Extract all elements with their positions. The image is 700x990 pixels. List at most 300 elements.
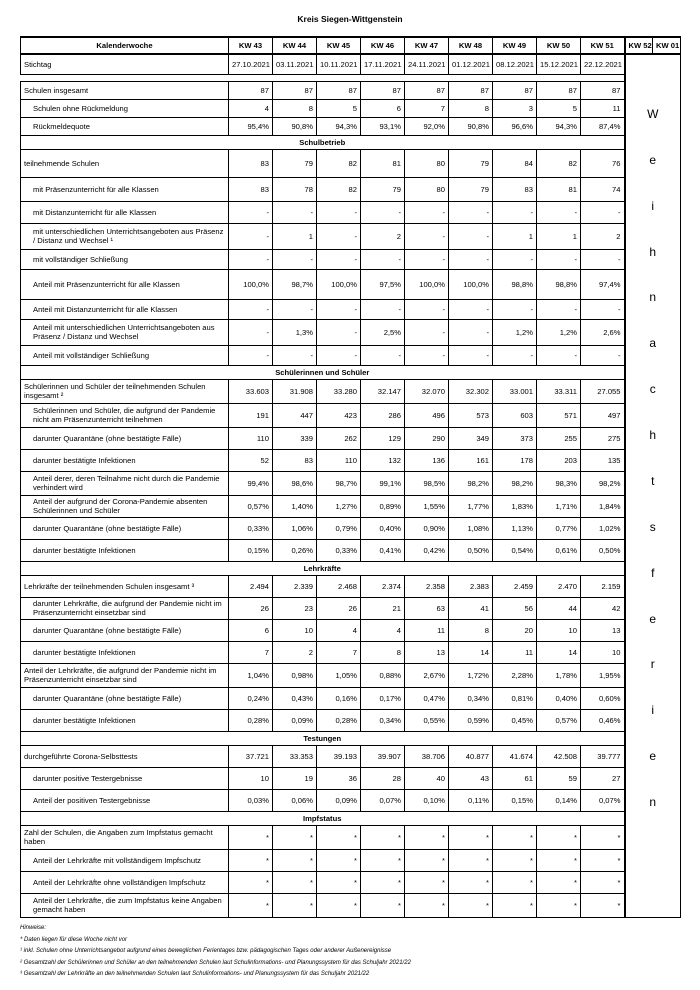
value-cell: 41.674	[493, 745, 537, 767]
value-cell: 84	[493, 149, 537, 177]
value-cell: 90,8%	[273, 117, 317, 135]
value-cell: -	[449, 319, 493, 345]
value-cell: 1	[273, 223, 317, 249]
value-cell: -	[317, 201, 361, 223]
table-row	[21, 299, 681, 319]
value-cell: 0,57%	[537, 709, 581, 731]
value-cell: 14	[449, 641, 493, 663]
value-cell: *	[317, 871, 361, 893]
value-cell: -	[317, 345, 361, 365]
value-cell: 26	[317, 597, 361, 619]
value-cell: *	[273, 825, 317, 849]
row-label: mit unterschiedlichen Unterrichtsangeboten aus Präsenz / Distanz und Wechsel ¹	[21, 223, 229, 249]
holiday-letter: W	[647, 106, 659, 121]
value-cell: 8	[361, 641, 405, 663]
value-cell: *	[273, 849, 317, 871]
value-cell: -	[405, 223, 449, 249]
value-cell: 32.070	[405, 379, 449, 403]
value-cell: 2.494	[229, 575, 273, 597]
value-cell: 7	[229, 641, 273, 663]
value-cell: 98,2%	[449, 471, 493, 495]
value-cell: *	[449, 849, 493, 871]
table-row	[21, 575, 681, 597]
value-cell: 95,4%	[229, 117, 273, 135]
value-cell: -	[449, 345, 493, 365]
value-cell: 423	[317, 403, 361, 427]
value-cell: 8	[273, 99, 317, 117]
value-cell: 83	[493, 177, 537, 201]
value-cell: -	[229, 299, 273, 319]
table-row	[21, 471, 681, 495]
table-row	[21, 81, 681, 99]
value-cell: 99,1%	[361, 471, 405, 495]
value-cell: 1,13%	[493, 517, 537, 539]
value-cell: -	[229, 249, 273, 269]
value-cell: 31.908	[273, 379, 317, 403]
row-label: darunter Quarantäne (ohne bestätigte Fälle)	[21, 427, 229, 449]
section-row	[21, 135, 681, 149]
table-row	[21, 789, 681, 811]
value-cell: *	[537, 849, 581, 871]
section-row	[21, 561, 681, 575]
value-cell: 98,8%	[537, 269, 581, 299]
value-cell: *	[449, 871, 493, 893]
value-cell: *	[537, 893, 581, 917]
value-cell: 0,07%	[361, 789, 405, 811]
row-label: durchgeführte Corona-Selbsttests	[21, 745, 229, 767]
header-calendar-week: Kalenderwoche	[21, 37, 229, 54]
value-cell: 43	[449, 767, 493, 789]
value-cell: 87	[317, 81, 361, 99]
spacer-row	[21, 74, 681, 81]
value-cell: 1,04%	[229, 663, 273, 687]
value-cell: 28	[361, 767, 405, 789]
value-cell: -	[449, 249, 493, 269]
value-cell: 0,15%	[229, 539, 273, 561]
value-cell: 447	[273, 403, 317, 427]
value-cell: 98,5%	[405, 471, 449, 495]
value-cell: 11	[493, 641, 537, 663]
value-cell: 0,61%	[537, 539, 581, 561]
value-cell: 0,60%	[581, 687, 625, 709]
value-cell: *	[581, 871, 625, 893]
header-week: KW 46	[361, 37, 405, 54]
value-cell: 87,4%	[581, 117, 625, 135]
value-cell: 0,15%	[493, 789, 537, 811]
value-cell: *	[537, 871, 581, 893]
value-cell: 10	[537, 619, 581, 641]
value-cell: -	[537, 299, 581, 319]
table-row	[21, 403, 681, 427]
value-cell: 10	[273, 619, 317, 641]
value-cell: 82	[317, 177, 361, 201]
value-cell: 39.777	[581, 745, 625, 767]
value-cell: 1,06%	[273, 517, 317, 539]
value-cell: 0,79%	[317, 517, 361, 539]
value-cell: -	[537, 345, 581, 365]
value-cell: -	[273, 201, 317, 223]
value-cell: 79	[273, 149, 317, 177]
value-cell: 97,5%	[361, 269, 405, 299]
value-cell: 129	[361, 427, 405, 449]
row-label: Schulen ohne Rückmeldung	[21, 99, 229, 117]
holiday-letter: n	[649, 290, 657, 305]
value-cell: 0,07%	[581, 789, 625, 811]
holiday-letter: s	[649, 519, 656, 534]
value-cell: 98,2%	[581, 471, 625, 495]
value-cell: 33.001	[493, 379, 537, 403]
value-cell: 33.353	[273, 745, 317, 767]
value-cell: 87	[537, 81, 581, 99]
value-cell: *	[273, 871, 317, 893]
value-cell: -	[317, 249, 361, 269]
row-label: teilnehmende Schulen	[21, 149, 229, 177]
value-cell: 6	[361, 99, 405, 117]
value-cell: 39.193	[317, 745, 361, 767]
value-cell: 275	[581, 427, 625, 449]
value-cell: 87	[229, 81, 273, 99]
value-cell: *	[273, 893, 317, 917]
value-cell: *	[493, 825, 537, 849]
value-cell: -	[405, 299, 449, 319]
notes	[20, 923, 680, 981]
value-cell: *	[581, 849, 625, 871]
value-cell: 41	[449, 597, 493, 619]
value-cell: 0,54%	[493, 539, 537, 561]
value-cell: 0,28%	[317, 709, 361, 731]
value-cell: 83	[229, 177, 273, 201]
value-cell: 98,8%	[493, 269, 537, 299]
value-cell: 33.280	[317, 379, 361, 403]
row-label: darunter Lehrkräfte, die aufgrund der Pandemie nicht im Präsenzunterricht einsetzbar sind	[21, 597, 229, 619]
value-cell: 1,78%	[537, 663, 581, 687]
row-label: mit Präsenzunterricht für alle Klassen	[21, 177, 229, 201]
row-label: darunter bestätigte Infektionen	[21, 641, 229, 663]
value-cell: 23	[273, 597, 317, 619]
value-cell: 373	[493, 427, 537, 449]
value-cell: 74	[581, 177, 625, 201]
value-cell: -	[493, 345, 537, 365]
school-status-table	[20, 36, 681, 918]
row-label: darunter Quarantäne (ohne bestätigte Fälle)	[21, 619, 229, 641]
header-week: KW 49	[493, 37, 537, 54]
value-cell: *	[493, 871, 537, 893]
value-cell: -	[229, 345, 273, 365]
table-row	[21, 619, 681, 641]
value-cell: 262	[317, 427, 361, 449]
holiday-letter: n	[649, 795, 657, 810]
value-cell: -	[361, 249, 405, 269]
value-cell: 61	[493, 767, 537, 789]
value-cell: 80	[405, 177, 449, 201]
value-cell: -	[229, 223, 273, 249]
table-row	[21, 597, 681, 619]
value-cell: -	[361, 299, 405, 319]
value-cell: 92,0%	[405, 117, 449, 135]
value-cell: -	[581, 345, 625, 365]
value-cell: 161	[449, 449, 493, 471]
value-cell: 0,98%	[273, 663, 317, 687]
value-cell: 22.12.2021	[581, 54, 625, 74]
value-cell: 82	[317, 149, 361, 177]
row-label: Anteil mit unterschiedlichen Unterrichtsangeboten aus Präsenz / Distanz und Wechsel	[21, 319, 229, 345]
row-label: Anteil mit Distanzunterricht für alle Klassen	[21, 299, 229, 319]
value-cell: 0,45%	[493, 709, 537, 731]
value-cell: 40	[405, 767, 449, 789]
value-cell: 8	[449, 99, 493, 117]
table-row	[21, 177, 681, 201]
value-cell: *	[229, 893, 273, 917]
value-cell: 0,88%	[361, 663, 405, 687]
value-cell: 0,57%	[229, 495, 273, 517]
value-cell: *	[493, 849, 537, 871]
header-week: KW 43	[229, 37, 273, 54]
value-cell: 11	[405, 619, 449, 641]
header-week: KW 48	[449, 37, 493, 54]
table-row	[21, 849, 681, 871]
row-label: Stichtag	[21, 54, 229, 74]
row-label: Anteil mit vollständiger Schließung	[21, 345, 229, 365]
value-cell: 4	[229, 99, 273, 117]
value-cell: 33.603	[229, 379, 273, 403]
value-cell: 100,0%	[449, 269, 493, 299]
note-line: ³ Gesamtzahl der Lehrkräfte an den teilnehmenden Schulen laut Schulinformations- und Planungssystem für das Schuljahr 2021/22	[20, 971, 370, 977]
value-cell: 5	[317, 99, 361, 117]
value-cell: -	[405, 249, 449, 269]
value-cell: -	[493, 201, 537, 223]
table-row	[21, 745, 681, 767]
table-row	[21, 709, 681, 731]
table-row	[21, 379, 681, 403]
value-cell: *	[405, 871, 449, 893]
value-cell: -	[273, 249, 317, 269]
value-cell: 135	[581, 449, 625, 471]
value-cell: 40.877	[449, 745, 493, 767]
value-cell: 339	[273, 427, 317, 449]
value-cell: 10.11.2021	[317, 54, 361, 74]
section-heading: Schülerinnen und Schüler	[21, 365, 625, 379]
value-cell: -	[273, 299, 317, 319]
value-cell: -	[449, 299, 493, 319]
row-label: Rückmeldequote	[21, 117, 229, 135]
value-cell: 0,40%	[537, 687, 581, 709]
value-cell: -	[361, 345, 405, 365]
value-cell: 0,16%	[317, 687, 361, 709]
value-cell: 79	[449, 149, 493, 177]
value-cell: 87	[449, 81, 493, 99]
value-cell: 0,41%	[361, 539, 405, 561]
value-cell: 79	[449, 177, 493, 201]
table-row	[21, 449, 681, 471]
value-cell: -	[537, 201, 581, 223]
value-cell: 10	[229, 767, 273, 789]
value-cell: 87	[405, 81, 449, 99]
table-row	[21, 54, 681, 74]
section-row	[21, 731, 681, 745]
value-cell: 1,05%	[317, 663, 361, 687]
value-cell: *	[317, 825, 361, 849]
row-label: Anteil der Lehrkräfte ohne vollständigen Impfschutz	[21, 871, 229, 893]
value-cell: -	[361, 201, 405, 223]
value-cell: 0,43%	[273, 687, 317, 709]
value-cell: 27.10.2021	[229, 54, 273, 74]
value-cell: 0,14%	[537, 789, 581, 811]
header-week-extra: KW 52	[625, 37, 653, 54]
value-cell: 0,34%	[449, 687, 493, 709]
section-heading: Lehrkräfte	[21, 561, 625, 575]
value-cell: 2.374	[361, 575, 405, 597]
header-week: KW 51	[581, 37, 625, 54]
value-cell: 1	[537, 223, 581, 249]
value-cell: -	[317, 223, 361, 249]
value-cell: *	[229, 825, 273, 849]
value-cell: 10	[581, 641, 625, 663]
value-cell: 56	[493, 597, 537, 619]
value-cell: 2	[581, 223, 625, 249]
row-label: mit Distanzunterricht für alle Klassen	[21, 201, 229, 223]
holiday-letter: h	[649, 244, 657, 259]
value-cell: 100,0%	[229, 269, 273, 299]
value-cell: -	[449, 223, 493, 249]
value-cell: 0,59%	[449, 709, 493, 731]
row-label: darunter bestätigte Infektionen	[21, 449, 229, 471]
value-cell: *	[361, 825, 405, 849]
value-cell: *	[581, 893, 625, 917]
value-cell: 27	[581, 767, 625, 789]
value-cell: 2.358	[405, 575, 449, 597]
header-week: KW 45	[317, 37, 361, 54]
row-label: darunter bestätigte Infektionen	[21, 539, 229, 561]
row-label: Schülerinnen und Schüler der teilnehmenden Schulen insgesamt ²	[21, 379, 229, 403]
table-row	[21, 871, 681, 893]
value-cell: 603	[493, 403, 537, 427]
value-cell: -	[405, 201, 449, 223]
value-cell: 0,55%	[405, 709, 449, 731]
row-label: mit vollständiger Schließung	[21, 249, 229, 269]
value-cell: 571	[537, 403, 581, 427]
spacer-cell	[21, 74, 625, 81]
value-cell: 2.459	[493, 575, 537, 597]
value-cell: 13	[581, 619, 625, 641]
row-label: darunter bestätigte Infektionen	[21, 709, 229, 731]
value-cell: 7	[405, 99, 449, 117]
value-cell: 573	[449, 403, 493, 427]
value-cell: 349	[449, 427, 493, 449]
value-cell: -	[317, 299, 361, 319]
value-cell: 81	[537, 177, 581, 201]
value-cell: 98,2%	[493, 471, 537, 495]
value-cell: 08.12.2021	[493, 54, 537, 74]
value-cell: 1,2%	[493, 319, 537, 345]
table-row	[21, 893, 681, 917]
value-cell: 93,1%	[361, 117, 405, 135]
value-cell: 87	[493, 81, 537, 99]
value-cell: 3	[493, 99, 537, 117]
value-cell: 0,90%	[405, 517, 449, 539]
holiday-letter: h	[649, 428, 657, 443]
value-cell: *	[229, 871, 273, 893]
value-cell: 0,24%	[229, 687, 273, 709]
value-cell: 178	[493, 449, 537, 471]
table-row	[21, 641, 681, 663]
row-label: Anteil der positiven Testergebnisse	[21, 789, 229, 811]
section-heading: Testungen	[21, 731, 625, 745]
value-cell: 87	[361, 81, 405, 99]
value-cell: *	[581, 825, 625, 849]
value-cell: 1,55%	[405, 495, 449, 517]
value-cell: 1,02%	[581, 517, 625, 539]
note-line: * Daten liegen für diese Woche nicht vor	[20, 936, 128, 943]
section-row	[21, 811, 681, 825]
value-cell: -	[581, 299, 625, 319]
row-label: Anteil mit Präsenzunterricht für alle Klassen	[21, 269, 229, 299]
value-cell: 90,8%	[449, 117, 493, 135]
table-row	[21, 767, 681, 789]
table-row	[21, 269, 681, 299]
value-cell: 87	[273, 81, 317, 99]
value-cell: 97,4%	[581, 269, 625, 299]
value-cell: 14	[537, 641, 581, 663]
table-row	[21, 249, 681, 269]
value-cell: 19	[273, 767, 317, 789]
value-cell: 32.147	[361, 379, 405, 403]
value-cell: 1,83%	[493, 495, 537, 517]
holiday-letter: i	[651, 198, 655, 213]
value-cell: 01.12.2021	[449, 54, 493, 74]
value-cell: -	[493, 249, 537, 269]
value-cell: 98,7%	[317, 471, 361, 495]
value-cell: 36	[317, 767, 361, 789]
holiday-column	[625, 54, 681, 917]
notes-heading: Hinweise:	[20, 925, 47, 931]
value-cell: 8	[449, 619, 493, 641]
value-cell: 59	[537, 767, 581, 789]
value-cell: 39.907	[361, 745, 405, 767]
value-cell: 1,71%	[537, 495, 581, 517]
value-cell: 110	[229, 427, 273, 449]
value-cell: 83	[273, 449, 317, 471]
holiday-letter: r	[650, 657, 655, 672]
note-line: ¹ inkl. Schulen ohne Unterrichtsangebot aufgrund eines beweglichen Ferientages bzw. pädagogischen Tages oder anderer Außenereignisse	[20, 948, 392, 954]
value-cell: 1,2%	[537, 319, 581, 345]
value-cell: 81	[361, 149, 405, 177]
value-cell: -	[405, 319, 449, 345]
value-cell: 2.470	[537, 575, 581, 597]
value-cell: 0,46%	[581, 709, 625, 731]
value-cell: 136	[405, 449, 449, 471]
table-row	[21, 517, 681, 539]
value-cell: 11	[581, 99, 625, 117]
holiday-letter: t	[651, 473, 655, 488]
table-row	[21, 201, 681, 223]
value-cell: 21	[361, 597, 405, 619]
value-cell: 94,3%	[537, 117, 581, 135]
value-cell: 0,11%	[449, 789, 493, 811]
holiday-letter: e	[649, 749, 657, 764]
value-cell: 5	[537, 99, 581, 117]
value-cell: 203	[537, 449, 581, 471]
value-cell: 497	[581, 403, 625, 427]
value-cell: 2,5%	[361, 319, 405, 345]
value-cell: -	[537, 249, 581, 269]
note-line: ² Gesamtzahl der Schülerinnen und Schüler an den teilnehmenden Schulen laut Schulinformations- und Planungssystem für das Schuljahr 2021/22	[20, 959, 411, 966]
value-cell: 32.302	[449, 379, 493, 403]
value-cell: *	[229, 849, 273, 871]
value-cell: 38.706	[405, 745, 449, 767]
value-cell: 76	[581, 149, 625, 177]
value-cell: *	[317, 893, 361, 917]
value-cell: *	[405, 825, 449, 849]
